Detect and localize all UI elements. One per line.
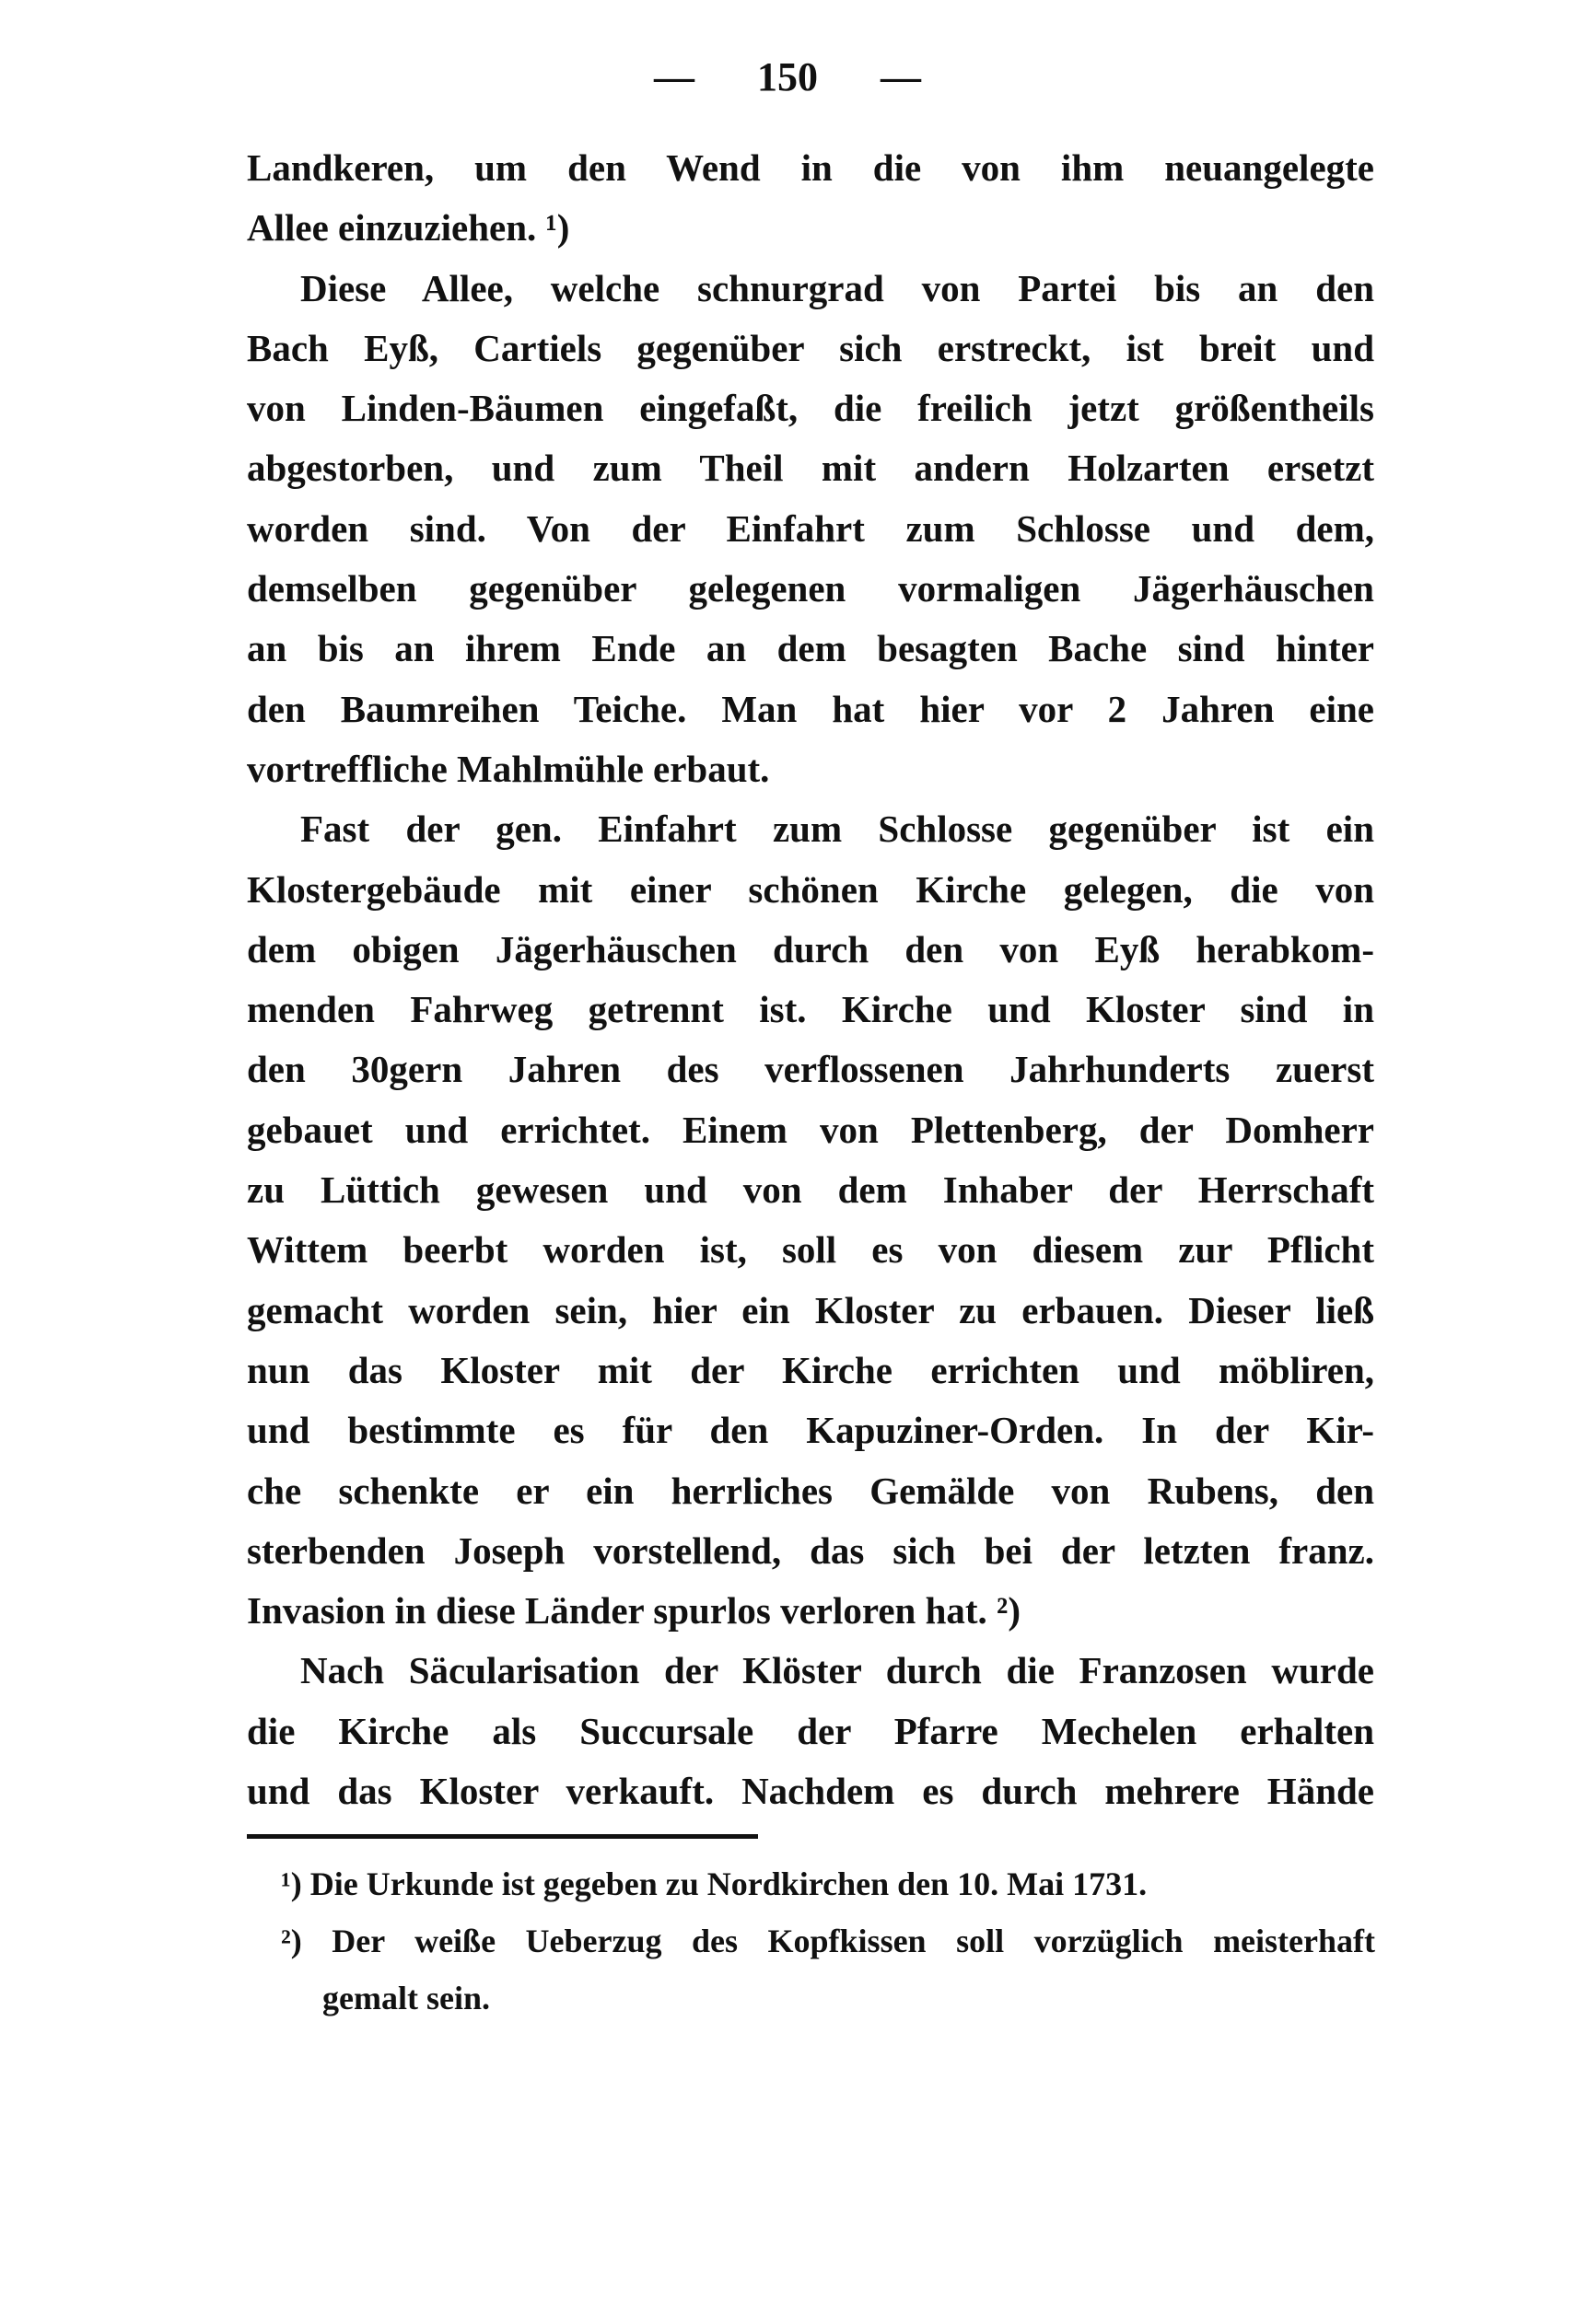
text-line: gebauet und errichtet. Einem von Plettenberg, der Domherr — [247, 1108, 1374, 1151]
text-line: nun das Kloster mit der Kirche errichten und möbliren, — [247, 1348, 1374, 1391]
page-number — [0, 53, 1575, 100]
text-line: die Kirche als Succursale der Pfarre Mechelen erhalten — [247, 1709, 1374, 1752]
text-line: demselben gegenüber gelegenen vormaligen Jägerhäuschen — [247, 567, 1374, 610]
text-line: und bestimmte es für den Kapuziner-Orden. In der Kir- — [247, 1409, 1374, 1452]
footnote-line: ¹) Die Urkunde ist gegeben zu Nordkirchen den 10. Mai 1731. — [281, 1865, 1148, 1902]
text-line: Invasion in diese Länder spurlos verloren hat. ²) — [247, 1589, 1021, 1633]
footnote-line: gemalt sein. — [322, 1980, 490, 2016]
text-line: Fast der gen. Einfahrt zum Schlosse gegenüber ist ein — [300, 808, 1374, 851]
footnote-line: ²) Der weiße Ueberzug des Kopfkissen soll vorzüglich meisterhaft — [281, 1923, 1375, 1959]
text-line: von Linden-Bäumen eingefaßt, die freilich jetzt größentheils — [247, 387, 1374, 430]
footnotes — [281, 1855, 1375, 2027]
text-line: an bis an ihrem Ende an dem besagten Bache sind hinter — [247, 627, 1374, 670]
text-line: Bach Eyß, Cartiels gegenüber sich erstreckt, ist breit und — [247, 326, 1374, 369]
text-line: abgestorben, und zum Theil mit andern Holzarten ersetzt — [247, 447, 1374, 490]
body-text — [247, 138, 1374, 1821]
text-line: den 30gern Jahren des verflossenen Jahrhunderts zuerst — [247, 1048, 1374, 1091]
text-line: gemacht worden sein, hier ein Kloster zu erbauen. Dieser ließ — [247, 1288, 1374, 1331]
text-line: Landkeren, um den Wend in die von ihm neuangelegte — [247, 146, 1374, 189]
text-line: sterbenden Joseph vorstellend, das sich bei der letzten franz. — [247, 1528, 1374, 1572]
text-line: worden sind. Von der Einfahrt zum Schlosse und dem, — [247, 506, 1374, 550]
text-line: den Baumreihen Teiche. Man hat hier vor 2 Jahren eine — [247, 687, 1374, 730]
dash-right: — — [881, 54, 921, 99]
text-line: und das Kloster verkauft. Nachdem es durch mehrere Hände — [247, 1770, 1374, 1813]
text-line: menden Fahrweg getrennt ist. Kirche und Kloster sind in — [247, 988, 1374, 1031]
text-line: Nach Säcularisation der Klöster durch die Franzosen wurde — [300, 1649, 1374, 1692]
text-line: vortreffliche Mahlmühle erbaut. — [247, 747, 770, 790]
text-line: Klostergebäude mit einer schönen Kirche gelegen, die von — [247, 867, 1374, 911]
footnote-divider — [247, 1834, 758, 1839]
text-line: che schenkte er ein herrliches Gemälde von Rubens, den — [247, 1469, 1374, 1512]
text-line: Allee einzuziehen. ¹) — [247, 206, 570, 250]
dash-left: — — [654, 54, 694, 99]
page-number-value: 150 — [757, 54, 818, 99]
text-line: Wittem beerbt worden ist, soll es von diesem zur Pflicht — [247, 1228, 1374, 1272]
text-line: dem obigen Jägerhäuschen durch den von Eyß herabkom- — [247, 927, 1374, 970]
text-line: Diese Allee, welche schnurgrad von Partei bis an den — [300, 266, 1374, 309]
text-line: zu Lüttich gewesen und von dem Inhaber der Herrschaft — [247, 1168, 1374, 1212]
